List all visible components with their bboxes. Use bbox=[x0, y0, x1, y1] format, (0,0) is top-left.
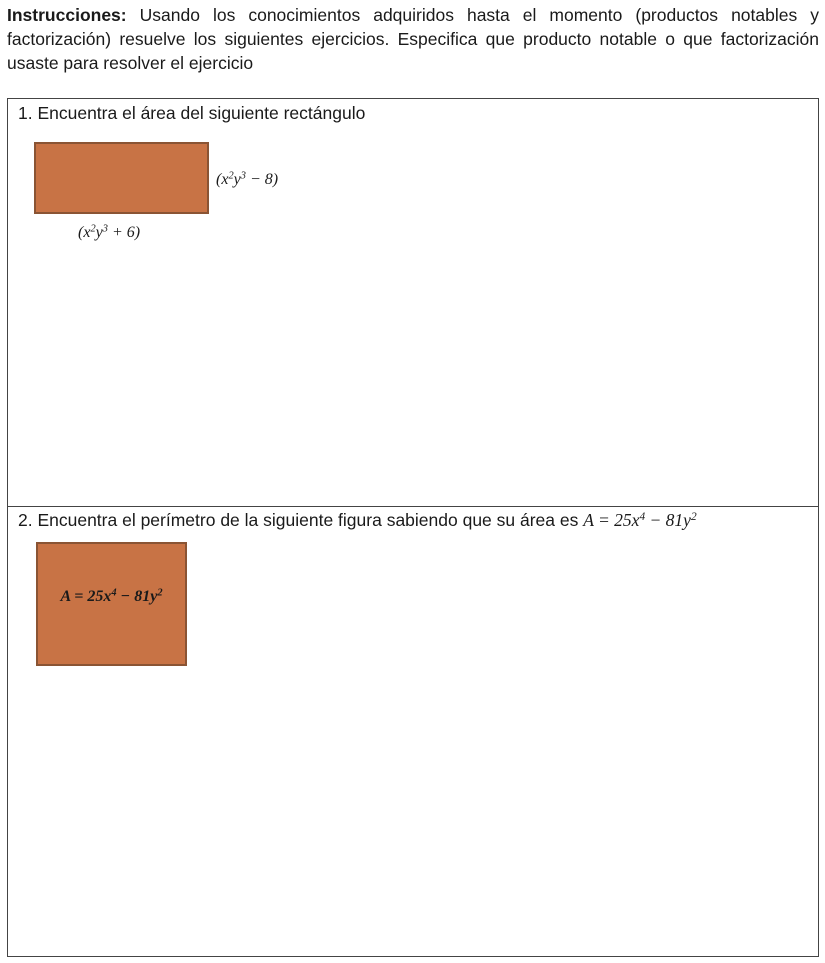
instructions-paragraph bbox=[7, 3, 819, 75]
exercise-1-width-label: $(x^2y^3 + 6)$ bbox=[78, 223, 141, 241]
instructions-text: Usando los conocimientos adquiridos hasta el momento (productos notables y factorización) resuelve los siguientes ejercicios. Especifica que producto notable o que factorización usaste para resolver el ejercicio bbox=[7, 5, 819, 73]
exercise-2-figure bbox=[36, 542, 187, 666]
exercise-1-prompt: 1. Encuentra el área del siguiente rectángulo bbox=[18, 103, 366, 123]
instructions-lead: Instrucciones: bbox=[7, 5, 127, 25]
exercise-2-prompt-text: 2. Encuentra el perímetro de la siguiente figura sabiendo que su área es bbox=[18, 510, 584, 530]
exercise-1-height-label: $(x^2y^3 - 8)$ bbox=[216, 170, 279, 188]
exercise-table bbox=[7, 98, 819, 957]
exercise-2-figure-label: $A = 25x^4 - 81y^2$ bbox=[60, 587, 163, 605]
exercise-2-area-expression: $A = 25x^4 - 81y^2$ bbox=[583, 510, 697, 530]
exercise-1-rectangle bbox=[34, 142, 209, 214]
exercise-2-prompt bbox=[18, 509, 697, 531]
exercise-divider bbox=[8, 506, 818, 507]
